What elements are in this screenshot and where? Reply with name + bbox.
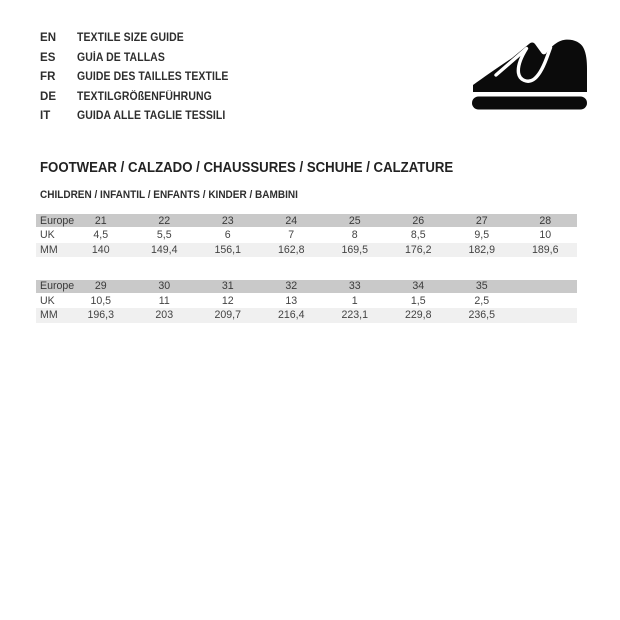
- size-cell: 24: [285, 214, 298, 227]
- language-item: [40, 68, 244, 88]
- size-cell: 13: [285, 295, 298, 308]
- size-cell: 21: [94, 214, 107, 227]
- size-cell: 189,6: [531, 243, 559, 256]
- language-code: ES: [40, 51, 56, 64]
- size-cell: 203: [155, 309, 174, 322]
- size-tables: [36, 214, 577, 346]
- size-cell: 30: [158, 280, 171, 293]
- row-label: MM: [40, 243, 58, 256]
- language-item: [40, 107, 244, 127]
- language-list: [40, 29, 244, 127]
- row-label: UK: [40, 229, 55, 242]
- size-cell: 31: [221, 280, 234, 293]
- size-cell: 209,7: [214, 309, 241, 322]
- language-code: EN: [40, 32, 57, 44]
- size-cell: 176,2: [404, 243, 432, 256]
- language-code: IT: [40, 110, 51, 123]
- size-cell: 149,4: [150, 243, 178, 256]
- size-cell: 1,5: [410, 295, 426, 308]
- language-label: TEXTILE SIZE GUIDE: [77, 32, 184, 44]
- table-row-mm: [36, 308, 577, 322]
- language-label: TEXTILGRÖßENFÜHRUNG: [77, 90, 212, 103]
- size-cell: 29: [94, 280, 107, 293]
- table-row-mm: [36, 243, 577, 257]
- size-cell: 216,4: [277, 309, 305, 322]
- language-label: GUÍA DE TALLAS: [77, 51, 165, 64]
- size-cell: 12: [221, 295, 234, 308]
- table-row-uk: [36, 228, 577, 242]
- size-cell: 6: [224, 229, 231, 242]
- size-cell: 11: [158, 295, 170, 308]
- size-cell: 34: [412, 280, 425, 293]
- size-cell: 25: [348, 214, 361, 227]
- size-cell: 10,5: [90, 295, 112, 308]
- section-title-text: FOOTWEAR / CALZADO / CHAUSSURES / SCHUHE / CALZATURE: [40, 160, 454, 176]
- language-label: GUIDE DES TAILLES TEXTILE: [77, 71, 229, 84]
- size-cell: 26: [412, 214, 425, 227]
- section-subtitle-text: CHILDREN / INFANTIL / ENFANTS / KINDER / BAMBINI: [40, 189, 298, 201]
- table-row-uk: [36, 294, 577, 308]
- size-cell: 10: [539, 229, 552, 242]
- size-cell: 8: [351, 229, 358, 242]
- language-item: [40, 88, 244, 108]
- size-cell: 223,1: [341, 309, 368, 322]
- children-shoe-icon: [470, 36, 590, 116]
- language-code: FR: [40, 71, 56, 84]
- size-cell: 169,5: [341, 243, 368, 256]
- size-cell: 5,5: [156, 229, 172, 242]
- size-cell: 8,5: [410, 229, 426, 242]
- size-cell: 162,8: [277, 243, 305, 256]
- size-cell: 23: [221, 214, 234, 227]
- language-item: [40, 49, 244, 69]
- language-code: DE: [40, 90, 57, 103]
- size-cell: 140: [91, 243, 110, 256]
- size-cell: 7: [288, 229, 295, 242]
- size-cell: 4,5: [93, 229, 109, 242]
- size-cell: 35: [475, 280, 488, 293]
- table-row-europe: [36, 280, 577, 294]
- size-cell: 236,5: [468, 309, 495, 322]
- language-label: GUIDA ALLE TAGLIE TESSILI: [77, 110, 226, 123]
- language-item: [40, 29, 244, 49]
- size-cell: 9,5: [474, 229, 490, 242]
- size-cell: 2,5: [474, 295, 490, 308]
- row-label: Europe: [40, 280, 75, 293]
- size-table-2: [36, 280, 577, 323]
- size-cell: 32: [285, 280, 298, 293]
- size-cell: 156,1: [214, 243, 241, 256]
- table-row-europe: [36, 214, 577, 228]
- row-label: MM: [40, 309, 58, 322]
- size-cell: 182,9: [468, 243, 495, 256]
- row-label: UK: [40, 295, 55, 308]
- size-table-1: [36, 214, 577, 257]
- size-cell: 1: [351, 295, 358, 308]
- size-cell: 33: [348, 280, 361, 293]
- section-subtitle: [40, 189, 323, 201]
- row-label: Europe: [40, 214, 75, 227]
- size-cell: 28: [539, 214, 552, 227]
- size-cell: 229,8: [404, 309, 432, 322]
- section-title: [40, 160, 494, 176]
- size-cell: 22: [158, 214, 171, 227]
- size-cell: 196,3: [87, 309, 114, 322]
- size-cell: 27: [475, 214, 488, 227]
